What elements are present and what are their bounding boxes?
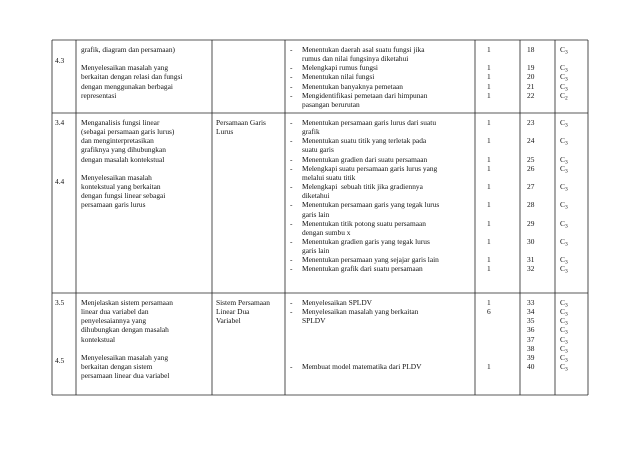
bullet-dash: -: [290, 362, 293, 372]
indikator-soal-text: dengan sumbu x: [302, 227, 351, 237]
indikator-soal-text: Menentukan persamaan yang sejajar garis lain: [302, 255, 439, 265]
indikator-soal-text: Melengkapi rumus fungsi: [302, 63, 378, 73]
jumlah-soal: 1: [487, 218, 491, 228]
level-kognitif: $C_3$: [560, 72, 568, 83]
bullet-dash: -: [290, 236, 293, 246]
indikator-soal-text: Menentukan titik potong suatu persamaan: [302, 218, 426, 228]
competency-text: dihubungkan dengan masalah: [81, 325, 169, 335]
nomor-soal: 28: [527, 200, 535, 210]
competency-text: kontekstual: [81, 334, 116, 344]
indikator-soal-text: Menentukan suatu titik yang terletak pada: [302, 136, 427, 146]
nomor-soal: 34: [527, 307, 535, 317]
competency-text: dan menginterpretasikan: [81, 136, 154, 146]
indikator-soal-text: Menyelesaikan SPLDV: [302, 298, 372, 307]
jumlah-soal: 6: [487, 307, 491, 317]
level-kognitif: $C_3$: [560, 200, 568, 211]
competency-text: berkaitan dengan relasi dan fungsi: [81, 72, 183, 82]
jumlah-soal: 1: [487, 72, 491, 82]
jumlah-soal: 1: [487, 136, 491, 146]
indikator-soal-text: Menentukan banyaknya pemetaan: [302, 81, 403, 91]
bullet-dash: -: [290, 136, 293, 146]
bullet-dash: -: [290, 45, 293, 54]
level-kognitif: $C_3$: [560, 325, 568, 336]
competency-text: dengan menggunakan berbagai: [81, 81, 173, 91]
indikator-soal-text: Membuat model matematika dari PLDV: [302, 362, 422, 372]
competency-text: Menjelaskan sistem persamaan: [81, 298, 173, 307]
materi-text: Sistem Persamaan: [216, 298, 270, 307]
kd-number: 3.4: [55, 118, 65, 127]
competency-text: representasi: [81, 90, 117, 100]
kd-number: 3.5: [55, 298, 65, 307]
materi-text: Persamaan Garis: [216, 118, 266, 127]
indikator-soal-text: Mengidentifikasi pemetaan dari himpunan: [302, 90, 428, 100]
level-kognitif: $C_3$: [560, 298, 568, 309]
level-kognitif: $C_3$: [560, 136, 568, 147]
nomor-soal: 29: [527, 218, 535, 228]
competency-text: linear dua variabel dan: [81, 307, 149, 317]
level-kognitif: $C_3$: [560, 334, 568, 346]
competency-text: persamaan linear dua variabel: [81, 371, 170, 381]
level-kognitif: $C_3$: [560, 45, 568, 56]
bullet-dash: -: [290, 255, 293, 265]
indikator-soal-text: diketahui: [302, 191, 330, 201]
indikator-soal-text: pasangan berurutan: [302, 99, 360, 109]
level-kognitif: $C_3$: [560, 163, 568, 175]
nomor-soal: 21: [527, 81, 535, 91]
materi-text: Variabel: [216, 316, 241, 326]
nomor-soal: 23: [527, 118, 535, 127]
indikator-soal-text: suatu garis: [302, 145, 334, 155]
level-kognitif: $C_3$: [560, 343, 568, 355]
jumlah-soal: 1: [487, 118, 491, 127]
competency-text: dengan masalah kontekstual: [81, 154, 165, 164]
level-kognitif: $C_3$: [560, 264, 568, 275]
competency-text: (sebagai persamaan garis lurus): [81, 127, 175, 137]
indikator-soal-text: Menentukan daerah asal suatu fungsi jika: [302, 45, 425, 54]
competency-text: persamaan garis lurus: [81, 200, 146, 210]
nomor-soal: 38: [527, 343, 535, 353]
competency-text: kontekstual yang berkaitan: [81, 182, 161, 192]
jumlah-soal: 1: [487, 255, 491, 265]
bullet-dash: -: [290, 154, 293, 164]
indikator-soal-text: Menentukan nilai fungsi: [302, 72, 375, 82]
level-kognitif: $C_3$: [560, 316, 568, 327]
materi-text: Linear Dua: [216, 307, 250, 317]
bullet-dash: -: [290, 72, 293, 82]
level-kognitif: $C_3$: [560, 236, 568, 248]
bullet-dash: -: [290, 118, 293, 127]
indikator-soal-text: garis lain: [302, 246, 330, 256]
nomor-soal: 37: [527, 334, 535, 344]
level-kognitif: $C_3$: [560, 63, 568, 74]
nomor-soal: 40: [527, 362, 535, 372]
level-kognitif: $C_3$: [560, 154, 568, 166]
bullet-dash: -: [290, 90, 293, 100]
level-kognitif: $C_3$: [560, 182, 568, 193]
indikator-soal-text: grafik: [302, 127, 320, 137]
indikator-soal-text: garis lain: [302, 209, 330, 219]
nomor-soal: 22: [527, 90, 535, 100]
indikator-soal-text: Menentukan gradien garis yang tegak lurus: [302, 236, 430, 246]
indikator-soal-text: Melengkapi sebuah titik jika gradiennya: [302, 182, 423, 192]
bullet-dash: -: [290, 200, 293, 210]
jumlah-soal: 1: [487, 154, 491, 164]
nomor-soal: 19: [527, 63, 535, 73]
level-kognitif: $C_3$: [560, 118, 568, 129]
nomor-soal: 25: [527, 154, 535, 164]
competency-text: grafiknya yang dihubungkan: [81, 145, 166, 155]
jumlah-soal: 1: [487, 163, 491, 173]
jumlah-soal: 1: [487, 182, 491, 192]
jumlah-soal: 1: [487, 63, 491, 73]
nomor-soal: 39: [527, 352, 535, 362]
materi-text: Lurus: [216, 127, 234, 137]
jumlah-soal: 1: [487, 236, 491, 246]
bullet-dash: -: [290, 63, 293, 73]
jumlah-soal: 1: [487, 81, 491, 91]
indikator-soal-text: Menentukan gradien dari suatu persamaan: [302, 154, 428, 164]
level-kognitif: $C_3$: [560, 255, 568, 266]
bullet-dash: -: [290, 218, 293, 228]
nomor-soal: 27: [527, 182, 535, 192]
bullet-dash: -: [290, 307, 293, 317]
nomor-soal: 36: [527, 325, 535, 335]
nomor-soal: 32: [527, 264, 535, 274]
indikator-soal-text: SPLDV: [302, 316, 326, 326]
competency-text: grafik, diagram dan persamaan): [81, 45, 175, 54]
nomor-soal: 31: [527, 255, 535, 265]
jumlah-soal: 1: [487, 90, 491, 100]
competency-text: Menganalisis fungsi linear: [81, 118, 160, 127]
indikator-soal-text: Menentukan grafik dari suatu persamaan: [302, 264, 423, 274]
indikator-soal-text: Menentukan persamaan garis yang tegak lurus: [302, 200, 440, 210]
kd-number: 4.5: [55, 355, 65, 365]
level-kognitif: $C_3$: [560, 218, 568, 230]
bullet-dash: -: [290, 298, 293, 307]
level-kognitif: $C_2$: [560, 90, 568, 102]
competency-text: Menyelesaikan masalah yang: [81, 352, 169, 362]
competency-text: berkaitan dengan sistem: [81, 362, 153, 372]
nomor-soal: 33: [527, 298, 535, 307]
indikator-soal-text: Menentukan persamaan garis lurus dari suatu: [302, 118, 437, 127]
nomor-soal: 20: [527, 72, 535, 82]
bullet-dash: -: [290, 81, 293, 91]
indikator-soal-text: Melengkapi suatu persamaan garis lurus yang: [302, 163, 438, 173]
indikator-soal-text: melalui suatu titik: [302, 172, 356, 182]
competency-text: penyelesaiannya yang: [81, 316, 147, 326]
nomor-soal: 26: [527, 163, 535, 173]
nomor-soal: 24: [527, 136, 535, 146]
level-kognitif: $C_3$: [560, 362, 568, 373]
level-kognitif: $C_3$: [560, 81, 568, 93]
indikator-soal-text: rumus dan nilai fungsinya diketahui: [302, 54, 409, 64]
bullet-dash: -: [290, 264, 293, 274]
jumlah-soal: 1: [487, 298, 491, 307]
level-kognitif: $C_3$: [560, 352, 568, 364]
jumlah-soal: 1: [487, 200, 491, 210]
jumlah-soal: 1: [487, 45, 491, 54]
nomor-soal: 18: [527, 45, 535, 54]
competency-text: Menyelesaikan masalah yang: [81, 63, 169, 73]
bullet-dash: -: [290, 182, 293, 192]
level-kognitif: $C_3$: [560, 307, 568, 318]
kd-number: 4.3: [55, 55, 65, 65]
competency-text: dengan fungsi linear sebagai: [81, 191, 166, 201]
jumlah-soal: 1: [487, 264, 491, 274]
bullet-dash: -: [290, 163, 293, 173]
nomor-soal: 30: [527, 236, 535, 246]
competency-text: Menyelesaikan masalah: [81, 172, 152, 182]
kd-number: 4.4: [55, 177, 65, 187]
jumlah-soal: 1: [487, 362, 491, 372]
nomor-soal: 35: [527, 316, 535, 326]
indikator-soal-text: Menyelesaikan masalah yang berkaitan: [302, 307, 419, 317]
